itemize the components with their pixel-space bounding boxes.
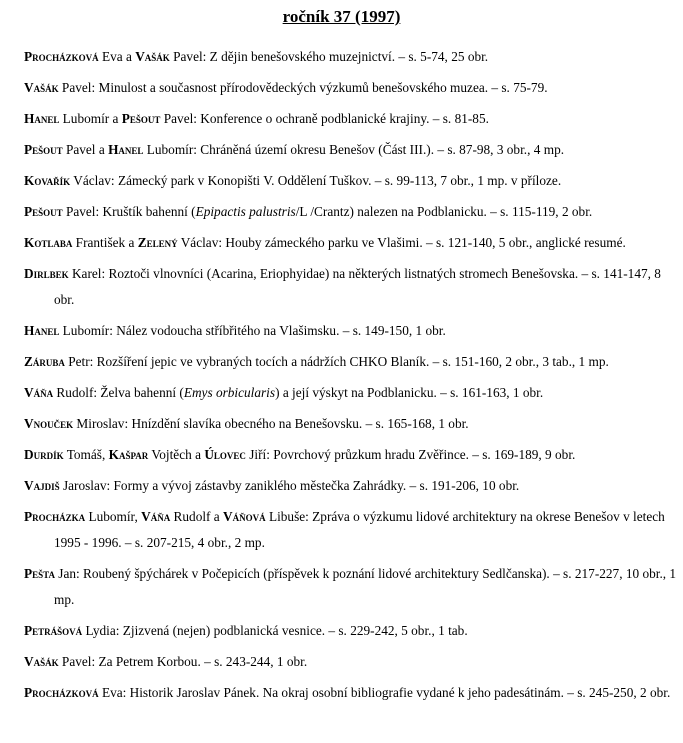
author-surname: Váňová (223, 509, 266, 524)
entry-text: Rudolf a (170, 509, 224, 524)
entry-text: Pavel: Z dějin benešovského muzejnictví. – s. 5-74, 25 obr. (169, 49, 489, 64)
author-surname: Durdík (24, 447, 64, 462)
latin-name: Epipactis palustris (195, 204, 296, 219)
entry-text: Libuše: Zpráva o výzkumu lidové architektury na okrese Benešov v letech 1995 - 1996. – s. 207-215, 4 obr., 2 mp. (54, 509, 665, 550)
author-surname: Vašák (24, 654, 59, 669)
entry-text: Eva: Historik Jaroslav Pánek. Na okraj osobní bibliografie vydané k jeho padesátinám. – s. 245-250, 2 obr. (98, 685, 671, 700)
bibliography-entry (24, 380, 680, 406)
entry-text: Pavel a (62, 142, 109, 157)
bibliography-entry (24, 318, 680, 344)
entry-text: František a (72, 235, 138, 250)
entry-text: /L /Crantz) nalezen na Podblanicku. – s. 115-119, 2 obr. (295, 204, 593, 219)
author-surname: Záruba (24, 354, 65, 369)
bibliography-entry (24, 561, 680, 613)
author-surname: Pešout (24, 142, 63, 157)
bibliography-entry (24, 680, 680, 706)
entry-text: Pavel: Za Petrem Korbou. – s. 243-244, 1 obr. (58, 654, 308, 669)
bibliography-entry (24, 137, 680, 163)
author-surname: Kovařík (24, 173, 71, 188)
author-surname: Vašák (24, 80, 59, 95)
entry-text: Václav: Zámecký park v Konopišti V. Oddělení Tuškov. – s. 99-113, 7 obr., 1 mp. v příloze. (70, 173, 562, 188)
author-surname: Vajdiš (24, 478, 60, 493)
bibliography-entry (24, 473, 680, 499)
author-surname: Vašák (135, 49, 170, 64)
author-surname: Procházková (24, 49, 99, 64)
entry-text: Karel: Roztoči vlnovníci (Acarina, Eriophyidae) na některých listnatých stromech Benešovska. – s. 141-147, 8 obr. (54, 266, 661, 307)
author-surname: Pešout (121, 111, 161, 126)
entry-text: Pavel: Konference o ochraně podblanické krajiny. – s. 81-85. (160, 111, 489, 126)
author-surname: Kotlaba (24, 235, 73, 250)
entry-text: Eva a (98, 49, 136, 64)
bibliography-entry (24, 349, 680, 375)
bibliography-entry (24, 411, 680, 437)
entry-text: Miroslav: Hnízdění slavíka obecného na Benešovsku. – s. 165-168, 1 obr. (73, 416, 469, 431)
bibliography-entry (24, 230, 680, 256)
bibliography-entry (24, 261, 680, 313)
entry-text: Lubomír, (85, 509, 142, 524)
bibliography-entry (24, 618, 680, 644)
author-surname: Pešta (24, 566, 55, 581)
author-surname: Váňa (24, 385, 54, 400)
author-surname: Pešout (24, 204, 63, 219)
bibliography-entry (24, 649, 680, 675)
entry-text: Lubomír: Nález vodoucha stříbřitého na Vlašimsku. – s. 149-150, 1 obr. (59, 323, 446, 338)
author-surname: Vnouček (24, 416, 74, 431)
bibliography-entry (24, 168, 680, 194)
author-surname: Hanel (24, 323, 60, 338)
entry-text: Tomáš, (63, 447, 109, 462)
entry-text: Vojtěch a (148, 447, 205, 462)
bibliography-list (24, 44, 680, 711)
bibliography-entry (24, 106, 680, 132)
bibliography-entry (24, 199, 680, 225)
entry-text: Rudolf: Želva bahenní ( (53, 385, 184, 400)
latin-name: Emys orbicularis (183, 385, 276, 400)
bibliography-entry (24, 44, 680, 70)
author-surname: Dirlbek (24, 266, 69, 281)
entry-text: Petr: Rozšíření jepic ve vybraných tocích a nádržích CHKO Blaník. – s. 151-160, 2 obr., 3 tab., 1 mp. (64, 354, 609, 369)
author-surname: Hanel (24, 111, 60, 126)
bibliography-entry (24, 504, 680, 556)
entry-text: Jaroslav: Formy a vývoj zástavby zaniklého městečka Zahrádky. – s. 191-206, 10 obr. (59, 478, 520, 493)
author-surname: Zelený (137, 235, 178, 250)
entry-text: ) a její výskyt na Podblanicku. – s. 161-163, 1 obr. (275, 385, 544, 400)
author-surname: Váňa (141, 509, 171, 524)
author-surname: Kašpar (108, 447, 149, 462)
bibliography-entry (24, 442, 680, 468)
volume-title: ročník 37 (1997) (282, 7, 401, 26)
bibliography-entry (24, 75, 680, 101)
entry-text: Václav: Houby zámeckého parku ve Vlašimi. – s. 121-140, 5 obr., anglické resumé. (177, 235, 626, 250)
entry-text: Lydia: Zjizvená (nejen) podblanická vesnice. – s. 229-242, 5 obr., 1 tab. (82, 623, 468, 638)
author-surname: Hanel (108, 142, 144, 157)
entry-text: Pavel: Kruštík bahenní ( (62, 204, 196, 219)
author-surname: Procházka (24, 509, 86, 524)
author-surname: Petrášová (24, 623, 83, 638)
author-surname: Úlovec (204, 447, 246, 462)
entry-text: Lubomír: Chráněná území okresu Benešov (Část III.). – s. 87-98, 3 obr., 4 mp. (143, 142, 565, 157)
entry-text: Lubomír a (59, 111, 122, 126)
entry-text: Jan: Roubený špýchárek v Počepicích (příspěvek k poznání lidové architektury Sedlčanska). – s. 217-227, 10 obr., 1 mp. (54, 566, 677, 607)
entry-text: Pavel: Minulost a současnost přírodovědeckých výzkumů benešovského muzea. – s. 75-79. (58, 80, 548, 95)
entry-text: Jiří: Povrchový průzkum hradu Zvěřince. – s. 169-189, 9 obr. (245, 447, 576, 462)
author-surname: Procházková (24, 685, 99, 700)
